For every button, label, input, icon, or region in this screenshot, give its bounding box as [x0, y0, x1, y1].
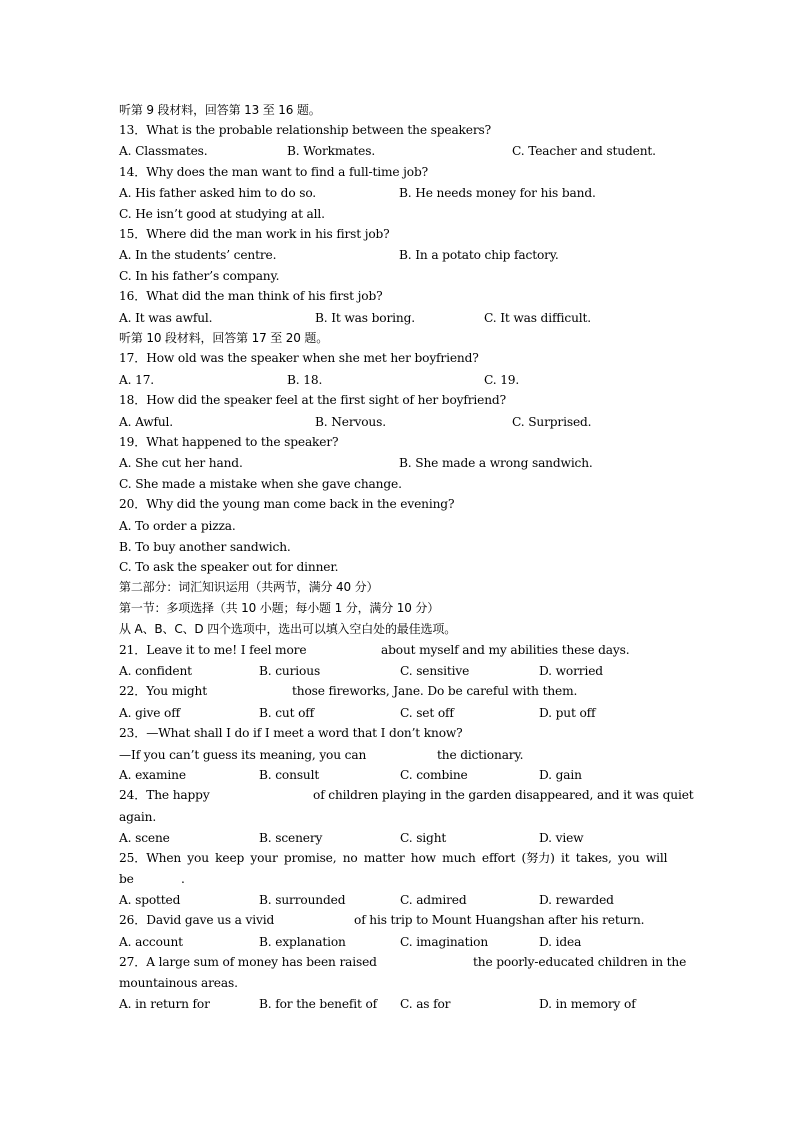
- question-23-stem2-part1: —If you can’t guess its meaning, you can: [119, 748, 367, 762]
- q23-option-b: B. consult: [259, 768, 320, 782]
- q24-option-b: B. scenery: [259, 831, 323, 845]
- question-25-stem-part2: be: [119, 872, 134, 886]
- q14-option-b: B. He needs money for his band.: [399, 186, 596, 200]
- q26-option-c: C. imagination: [400, 935, 489, 949]
- question-19-stem: 19．What happened to the speaker?: [119, 435, 339, 449]
- q20-option-b: B. To buy another sandwich.: [119, 540, 291, 554]
- q24-option-d: D. view: [539, 831, 584, 845]
- q14-option-c: C. He isn’t good at studying at all.: [119, 207, 325, 221]
- section-header-part2: 第二部分：词汇知识运用（共两节，满分 40 分）: [119, 580, 379, 594]
- q17-option-a: A. 17.: [119, 373, 155, 387]
- section-header-part9: 听第 9 段材料，回答第 13 至 16 题。: [119, 103, 321, 117]
- question-24-stem-part3: again.: [119, 810, 157, 824]
- q27-option-a: A. in return for: [119, 997, 210, 1011]
- q27-option-b: B. for the benefit of: [259, 997, 378, 1011]
- q17-option-c: C. 19.: [484, 373, 520, 387]
- q21-option-b: B. curious: [259, 664, 321, 678]
- q27-option-d: D. in memory of: [539, 997, 636, 1011]
- section-instruction: 从 A、B、C、D 四个选项中，选出可以填入空白处的最佳选项。: [119, 622, 457, 636]
- q14-option-a: A. His father asked him to do so.: [119, 186, 317, 200]
- q13-option-b: B. Workmates.: [287, 144, 376, 158]
- q18-option-c: C. Surprised.: [512, 415, 592, 429]
- q25-option-b: B. surrounded: [259, 893, 346, 907]
- question-23-stem2-part2: the dictionary.: [437, 748, 524, 762]
- q20-option-c: C. To ask the speaker out for dinner.: [119, 560, 339, 574]
- question-25-stem-part1: 25．When you keep your promise, no matter how much effort (努力) it takes, you will: [119, 851, 668, 865]
- q25-option-a: A. spotted: [119, 893, 181, 907]
- q16-option-c: C. It was difficult.: [484, 311, 592, 325]
- q16-option-b: B. It was boring.: [315, 311, 415, 325]
- q17-option-b: B. 18.: [287, 373, 323, 387]
- q13-option-c: C. Teacher and student.: [512, 144, 656, 158]
- question-25-stem-end: .: [181, 872, 185, 886]
- q22-option-d: D. put off: [539, 706, 596, 720]
- question-24-stem-part2: of children playing in the garden disappeared, and it was quiet: [313, 788, 694, 802]
- q21-option-a: A. confident: [119, 664, 192, 678]
- question-20-stem: 20．Why did the young man come back in the evening?: [119, 497, 455, 511]
- question-15-stem: 15．Where did the man work in his first job?: [119, 227, 390, 241]
- q19-option-a: A. She cut her hand.: [119, 456, 243, 470]
- q18-option-a: A. Awful.: [119, 415, 174, 429]
- q26-option-d: D. idea: [539, 935, 582, 949]
- q21-option-c: C. sensitive: [400, 664, 470, 678]
- q25-option-d: D. rewarded: [539, 893, 614, 907]
- q25-option-c: C. admired: [400, 893, 467, 907]
- q26-option-b: B. explanation: [259, 935, 346, 949]
- q21-option-d: D. worried: [539, 664, 603, 678]
- question-13-stem: 13．What is the probable relationship between the speakers?: [119, 123, 492, 137]
- q23-option-c: C. combine: [400, 768, 468, 782]
- q15-option-b: B. In a potato chip factory.: [399, 248, 559, 262]
- q15-option-a: A. In the students’ centre.: [119, 248, 277, 262]
- q18-option-b: B. Nervous.: [315, 415, 386, 429]
- question-26-stem-part1: 26．David gave us a vivid: [119, 913, 275, 927]
- q19-option-c: C. She made a mistake when she gave change.: [119, 477, 402, 491]
- q13-option-a: A. Classmates.: [119, 144, 208, 158]
- q19-option-b: B. She made a wrong sandwich.: [399, 456, 593, 470]
- q20-option-a: A. To order a pizza.: [119, 519, 236, 533]
- q24-option-c: C. sight: [400, 831, 447, 845]
- question-24-stem-part1: 24．The happy: [119, 788, 210, 802]
- question-27-stem-part1: 27．A large sum of money has been raised: [119, 955, 377, 969]
- q23-option-d: D. gain: [539, 768, 582, 782]
- question-21-stem-part2: about myself and my abilities these days.: [381, 643, 630, 657]
- question-26-stem-part2: of his trip to Mount Huangshan after his return.: [354, 913, 645, 927]
- q22-option-c: C. set off: [400, 706, 454, 720]
- question-21-stem-part1: 21．Leave it to me! I feel more: [119, 643, 307, 657]
- q15-option-c: C. In his father’s company.: [119, 269, 280, 283]
- section-header-part10: 听第 10 段材料，回答第 17 至 20 题。: [119, 331, 329, 345]
- q27-option-c: C. as for: [400, 997, 451, 1011]
- q23-option-a: A. examine: [119, 768, 186, 782]
- q24-option-a: A. scene: [119, 831, 170, 845]
- q26-option-a: A. account: [119, 935, 183, 949]
- question-27-stem-part2: the poorly-educated children in the: [473, 955, 687, 969]
- question-27-stem-part3: mountainous areas.: [119, 976, 238, 990]
- question-14-stem: 14．Why does the man want to find a full-time job?: [119, 165, 429, 179]
- question-23-stem: 23．—What shall I do if I meet a word that I don’t know?: [119, 726, 463, 740]
- question-22-stem-part1: 22．You might: [119, 684, 207, 698]
- question-18-stem: 18．How did the speaker feel at the first sight of her boyfriend?: [119, 393, 506, 407]
- question-16-stem: 16．What did the man think of his first job?: [119, 289, 383, 303]
- q22-option-a: A. give off: [119, 706, 180, 720]
- q16-option-a: A. It was awful.: [119, 311, 213, 325]
- q22-option-b: B. cut off: [259, 706, 315, 720]
- question-17-stem: 17．How old was the speaker when she met her boyfriend?: [119, 351, 479, 365]
- question-22-stem-part2: those fireworks, Jane. Do be careful with them.: [292, 684, 578, 698]
- section-header-section1: 第一节：多项选择（共 10 小题；每小题 1 分，满分 10 分）: [119, 601, 440, 615]
